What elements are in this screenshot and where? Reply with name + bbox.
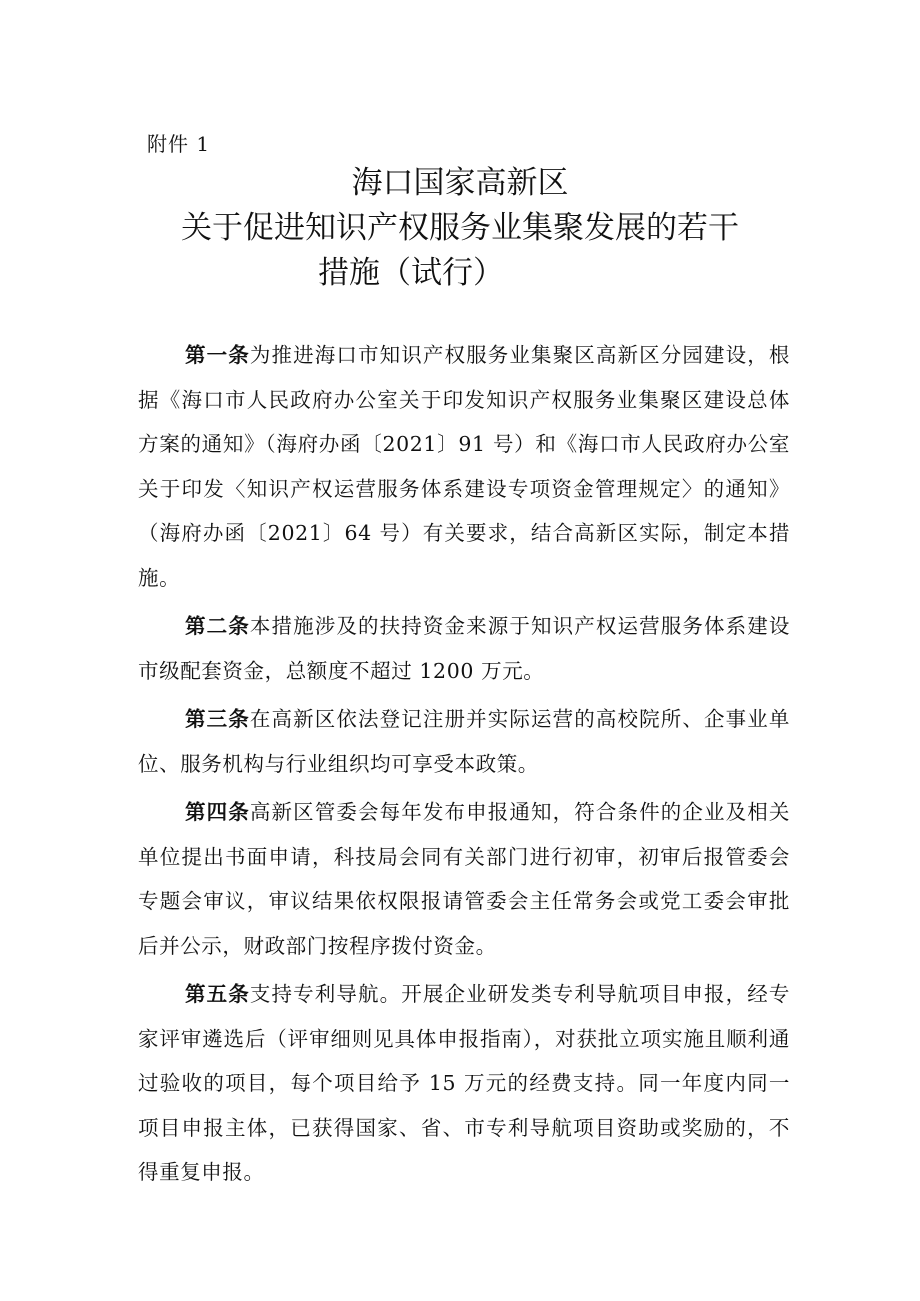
article-text: 支持专利导航。开展企业研发类专利导航项目申报，经专家评审遴选后（评审细则见具体申报指南），对获批立项实施且顺利通过验收的项目，每个项目给予 15 万元的经费支持。同一年度内同一项目申报主体，已获得国家、省、市专利导航项目资助或奖励的，不得重复申报。 [138, 982, 790, 1184]
article-5 [138, 972, 790, 1195]
document-body [138, 333, 790, 1199]
article-2 [138, 604, 790, 693]
article-4 [138, 790, 790, 968]
article-text: 在高新区依法登记注册并实际运营的高校院所、企事业单位、服务机构与行业组织均可享受本政策。 [138, 707, 790, 776]
title-line-2: 关于促进知识产权服务业集聚发展的若干 [181, 210, 739, 246]
attachment-label: 附件 1 [147, 132, 211, 156]
article-3 [138, 697, 790, 786]
article-heading: 第五条 [185, 982, 250, 1006]
article-1 [138, 333, 790, 600]
article-text: 本措施涉及的扶持资金来源于知识产权运营服务体系建设市级配套资金，总额度不超过 1200 万元。 [138, 614, 790, 683]
article-heading: 第二条 [185, 614, 250, 638]
article-heading: 第四条 [185, 800, 250, 824]
title-line-3: 措施（试行） [318, 255, 504, 291]
title-line-1: 海口国家高新区 [351, 165, 569, 201]
article-text: 为推进海口市知识产权服务业集聚区高新区分园建设，根据《海口市人民政府办公室关于印发知识产权服务业集聚区建设总体方案的通知》（海府办函〔2021〕91 号）和《海口市人民政府办公室关于印发〈知识产权运营服务体系建设专项资金管理规定〉的通知》（海府办函〔2021〕64 号）有关要求，结合高新区实际，制定本措施。 [138, 343, 790, 590]
article-text: 高新区管委会每年发布申报通知，符合条件的企业及相关单位提出书面申请，科技局会同有关部门进行初审，初审后报管委会专题会审议，审议结果依权限报请管委会主任常务会或党工委会审批后并公示，财政部门按程序拨付资金。 [138, 800, 790, 958]
article-heading: 第一条 [185, 343, 250, 367]
article-heading: 第三条 [185, 707, 250, 731]
